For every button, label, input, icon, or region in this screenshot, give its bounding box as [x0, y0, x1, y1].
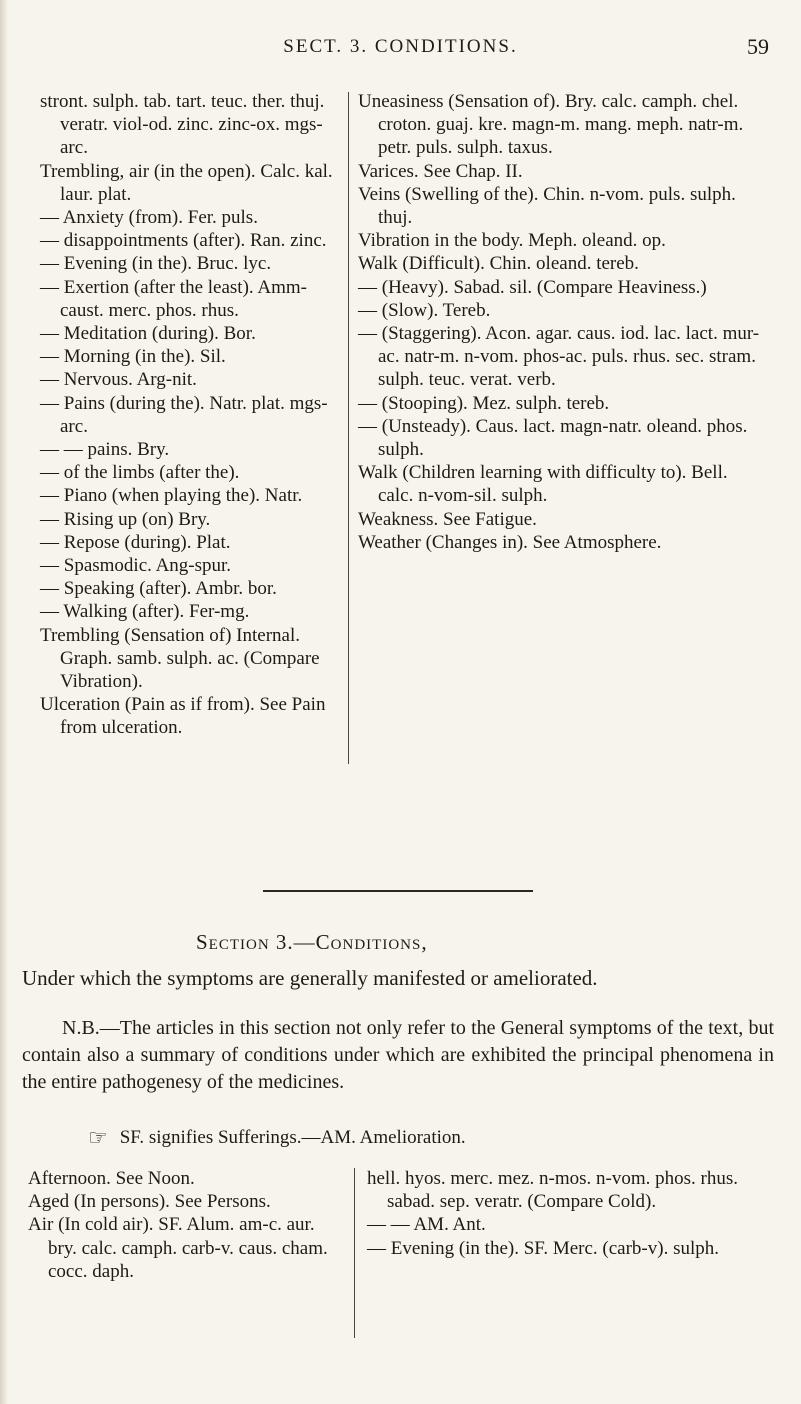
entry: — Spasmodic. Ang-spur.: [40, 555, 232, 577]
entry: — disappointments (after). Ran. zinc.: [40, 230, 327, 252]
entry: — Meditation (during). Bor.: [40, 323, 256, 345]
entry: Ulceration (Pain as if from). See Pain from ulceration.: [40, 694, 326, 739]
left-column-top: [40, 90, 345, 740]
entry: — (Staggering). Acon. agar. caus. iod. lac. lact. mur-ac. natr-m. n-vom. phos-ac. puls. rhus. sec. stram. sulph. teuc. verat. verb.: [358, 323, 760, 391]
entry: — — AM. Ant.: [367, 1214, 486, 1236]
entry: — Exertion (after the least). Amm-caust. merc. phos. rhus.: [40, 276, 307, 321]
entry: Uneasiness (Sensation of). Bry. calc. camph. chel. croton. guaj. kre. magn-m. mang. meph. natr-m. petr. puls. sulph. taxus.: [358, 91, 744, 159]
entry: — Walking (after). Fer-mg.: [40, 601, 250, 623]
pointing-hand-icon: ☞: [88, 1125, 108, 1150]
entry: — (Slow). Tereb.: [358, 299, 491, 321]
entry: — Evening (in the). Bruc. lyc.: [40, 253, 272, 275]
right-column-top: [358, 90, 763, 554]
column-divider: [348, 92, 349, 764]
section-subtitle: Under which the symptoms are generally manifested or ameliorated.: [22, 966, 598, 990]
page-number: 59: [747, 34, 769, 59]
entry: — Piano (when playing the). Natr.: [40, 485, 303, 507]
entry: — Nervous. Arg-nit.: [40, 369, 197, 391]
column-divider: [354, 1168, 355, 1338]
section-rule: [263, 890, 533, 892]
entry: Veins (Swelling of the). Chin. n-vom. puls. sulph. thuj.: [358, 183, 736, 229]
entry: — Evening (in the). SF. Merc. (carb-v). sulph.: [367, 1237, 720, 1259]
entry: Trembling, air (in the open). Calc. kal. laur. plat.: [40, 160, 333, 205]
entry: — Speaking (after). Ambr. bor.: [40, 578, 277, 600]
entry: Walk (Children learning with difficulty to). Bell. calc. n-vom-sil. sulph.: [358, 462, 728, 507]
entry: — Morning (in the). Sil.: [40, 346, 226, 368]
right-column-bottom: [367, 1167, 772, 1260]
entry: Afternoon. See Noon.: [28, 1168, 195, 1189]
entry: Aged (In persons). See Persons.: [28, 1191, 271, 1213]
entry: — (Unsteady). Caus. lact. magn-natr. oleand. phos. sulph.: [358, 415, 748, 461]
entry: — Repose (during). Plat.: [40, 531, 231, 553]
entry: Trembling (Sensation of) Internal. Graph. samb. sulph. ac. (Compare Vibration).: [40, 624, 320, 693]
entry: — (Stooping). Mez. sulph. tereb.: [358, 392, 610, 414]
entry: Weather (Changes in). See Atmosphere.: [358, 531, 662, 553]
entry: Walk (Difficult). Chin. oleand. tereb.: [358, 253, 639, 275]
running-head: SECT. 3. CONDITIONS.: [283, 36, 518, 57]
section-heading: Section 3.—Conditions,: [196, 930, 428, 954]
section-note: N.B.—The articles in this section not only refer to the General symptoms of the text, but contain also a summary of conditions under which are exhibited the principal phenomena in the entire pathogenesy of the medicines.: [22, 1017, 774, 1093]
entry: Air (In cold air). SF. Alum. am-c. aur. bry. calc. camph. carb-v. caus. cham. cocc. daph.: [28, 1214, 328, 1282]
entry: — Pains (during the). Natr. plat. mgs-arc.: [40, 392, 328, 437]
entry: Varices. See Chap. II.: [358, 160, 523, 182]
legend-text: SF. signifies Sufferings.—AM. Amelioration.: [119, 1127, 466, 1148]
entry: — Anxiety (from). Fer. puls.: [40, 207, 258, 229]
entry: stront. sulph. tab. tart. teuc. ther. thuj. veratr. viol-od. zinc. zinc-ox. mgs-arc.: [40, 91, 325, 159]
entry: Vibration in the body. Meph. oleand. op.: [358, 230, 666, 252]
entry: hell. hyos. merc. mez. n-mos. n-vom. phos. rhus. sabad. sep. veratr. (Compare Cold).: [367, 1168, 738, 1213]
entry: Weakness. See Fatigue.: [358, 508, 537, 530]
entry: — of the limbs (after the).: [40, 462, 240, 484]
page-gutter-shadow: [0, 0, 8, 1404]
legend-line: [88, 1125, 466, 1151]
left-column-bottom: [28, 1167, 346, 1283]
entry: — — pains. Bry.: [40, 439, 170, 461]
entry: — Rising up (on) Bry.: [40, 508, 211, 530]
entry: — (Heavy). Sabad. sil. (Compare Heaviness.): [358, 276, 707, 298]
